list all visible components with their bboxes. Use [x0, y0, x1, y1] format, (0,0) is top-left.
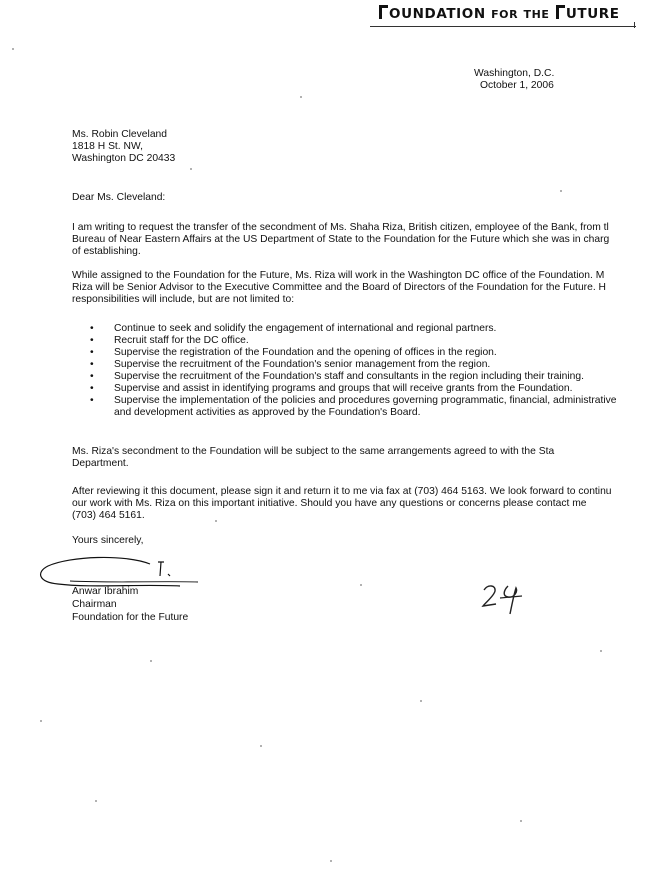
scan-speck — [190, 168, 192, 170]
recipient-street: 1818 H St. NW, — [72, 141, 143, 152]
scan-speck — [560, 190, 562, 192]
letterhead-word-4: UTURE — [565, 6, 620, 22]
scan-speck — [600, 650, 602, 652]
recipient-name: Ms. Robin Cleveland — [72, 129, 168, 140]
scan-speck — [150, 660, 152, 662]
responsibility-item: • Recruit staff for the DC office. — [90, 335, 617, 347]
responsibility-item: • Supervise the recruitment of the Foundation's senior management from the region. — [90, 359, 617, 371]
letterhead-rule — [370, 26, 636, 27]
scan-speck — [300, 96, 302, 98]
responsibility-item-continuation: and development activities as approved by the Foundation's Board. — [114, 407, 421, 418]
para1-line: of establishing. — [72, 246, 141, 257]
closing: Yours sincerely, — [72, 535, 144, 546]
letterhead-word-2: FOR — [491, 8, 519, 21]
para4-line: (703) 464 5161. — [72, 510, 145, 521]
handwritten-page-number — [478, 580, 528, 618]
para3-line: Ms. Riza's secondment to the Foundation will be subject to the same arrangements agreed to with the Sta — [72, 446, 555, 457]
para2-line: While assigned to the Foundation for the Future, Ms. Riza will work in the Washington DC office of the Foundation. M — [72, 270, 605, 281]
letterhead-mark — [378, 5, 388, 19]
para2-line: Riza will be Senior Advisor to the Executive Committee and the Board of Directors of the Foundation for the Future. H — [72, 282, 606, 293]
responsibility-list — [90, 323, 617, 407]
para4-line: our work with Ms. Riza on this important initiative. Should you have any questions or concerns please contact me — [72, 498, 587, 509]
signatory-name: Anwar Ibrahim — [72, 586, 139, 597]
scan-speck — [420, 700, 422, 702]
scan-speck — [40, 720, 42, 722]
salutation: Dear Ms. Cleveland: — [72, 192, 166, 203]
para3-line: Department. — [72, 458, 129, 469]
date-line: October 1, 2006 — [480, 80, 554, 91]
letterhead-rule-end — [634, 22, 635, 28]
recipient-city: Washington DC 20433 — [72, 153, 176, 164]
responsibility-item: • Supervise the recruitment of the Foundation's staff and consultants in the region including their training. — [90, 371, 617, 383]
scan-speck — [360, 584, 362, 586]
para1-line: I am writing to request the transfer of the secondment of Ms. Shaha Riza, British citizen, employee of the Bank, from tl — [72, 222, 609, 233]
scan-speck — [12, 48, 14, 50]
signatory-title: Chairman — [72, 599, 117, 610]
scan-speck — [95, 800, 97, 802]
signatory-organization: Foundation for the Future — [72, 612, 189, 623]
place-line: Washington, D.C. — [474, 68, 555, 79]
responsibility-item: • Supervise and assist in identifying programs and groups that will receive grants from the Foundation. — [90, 383, 617, 395]
para1-line: Bureau of Near Eastern Affairs at the US Department of State to the Foundation for the Future which she was in charg — [72, 234, 610, 245]
scan-speck — [260, 745, 262, 747]
responsibility-item: • Continue to seek and solidify the engagement of international and regional partners. — [90, 323, 617, 335]
para2-line: responsibilities will include, but are not limited to: — [72, 294, 295, 305]
responsibility-item: • Supervise the registration of the Foundation and the opening of offices in the region. — [90, 347, 617, 359]
letterhead-word-3: THE — [523, 8, 550, 21]
letterhead-mark-2 — [555, 5, 565, 19]
scan-speck — [330, 860, 332, 862]
scan-speck — [520, 820, 522, 822]
responsibility-item: • Supervise the implementation of the policies and procedures governing programmatic, financial, administrative — [90, 395, 617, 407]
letterhead-word-1: OUNDATION — [389, 6, 486, 22]
scan-speck — [215, 520, 217, 522]
para4-line: After reviewing it this document, please sign it and return it to me via fax at (703) 464 5163. We look forward to continu — [72, 486, 612, 497]
